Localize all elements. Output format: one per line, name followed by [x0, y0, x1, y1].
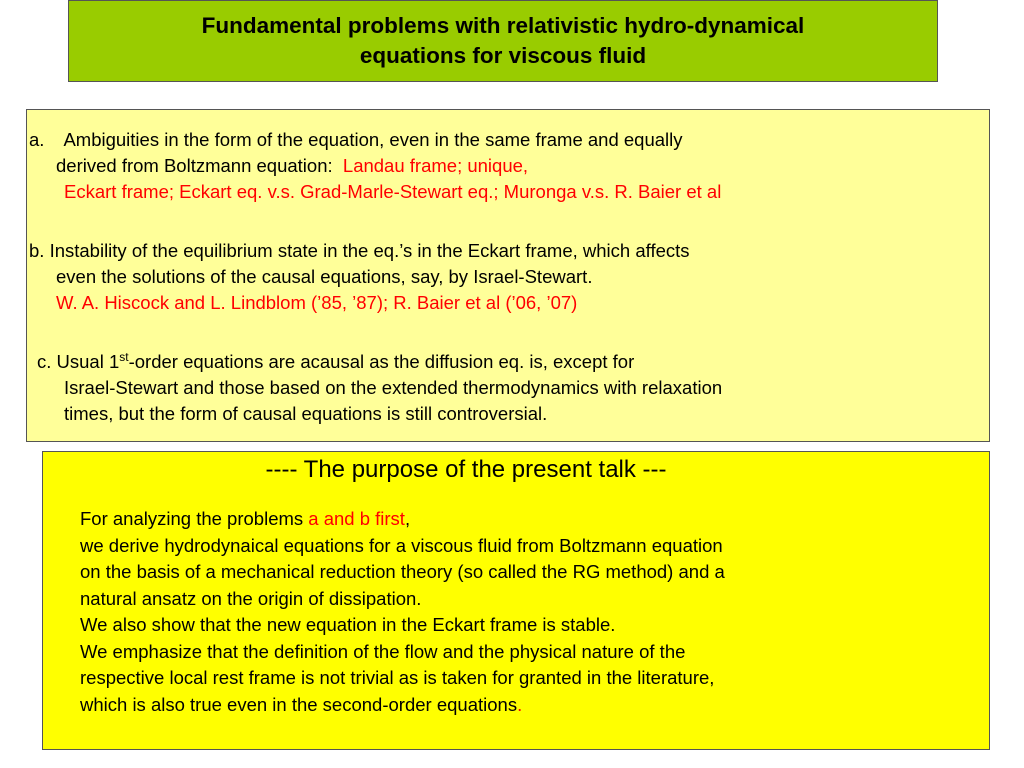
issues-box [26, 109, 990, 442]
issue-c [27, 349, 989, 427]
purpose-line-7: respective local rest frame is not trivial as is taken for granted in the literature, [80, 667, 715, 688]
title-box [68, 0, 938, 82]
purpose-line-4: natural ansatz on the origin of dissipation. [80, 587, 422, 609]
purpose-line-6: We emphasize that the definition of the flow and the physical nature of the [80, 640, 686, 662]
issue-c-line-1-post: -order equations are acausal as the diffusion eq. is, except for [128, 351, 635, 372]
purpose-heading: ---- The purpose of the present talk --- [265, 456, 667, 483]
purpose-line-2: we derive hydrodynaical equations for a viscous fluid from Boltzmann equation [80, 534, 723, 556]
issue-a-line-2: derived from Boltzmann equation: [56, 155, 333, 176]
purpose-line-1-pre: For analyzing the problems [80, 508, 309, 529]
issue-c-superscript: st [119, 349, 129, 364]
issue-b-line-1: b. Instability of the equilibrium state in the eq.’s in the Eckart frame, which affects [29, 240, 690, 261]
issue-b-line-2: even the solutions of the causal equations, say, by Israel-Stewart. [56, 266, 593, 287]
issue-b [27, 238, 989, 316]
purpose-line-3: on the basis of a mechanical reduction theory (so called the RG method) and a [80, 561, 725, 582]
purpose-line-5: We also show that the new equation in the Eckart frame is stable. [80, 614, 616, 635]
purpose-box [42, 451, 990, 750]
slide-title-line-2: equations for viscous fluid [359, 43, 647, 68]
issue-a-eckart-frame: Eckart frame; Eckart eq. v.s. Grad-Marle-Stewart eq.; Muronga v.s. R. Baier et al [64, 181, 722, 202]
issue-a-marker: a. [29, 129, 45, 150]
purpose-final-period: . [517, 693, 523, 715]
issue-a-landau-frame: Landau frame; unique, [342, 155, 529, 176]
purpose-highlight-a-and-b: a and b first [308, 508, 405, 529]
issue-a [27, 127, 989, 205]
issue-a-line-1: Ambiguities in the form of the equation, even in the same frame and equally [63, 129, 683, 150]
issue-b-references: W. A. Hiscock and L. Lindblom (’85, ’87); R. Baier et al (’06, ’07) [56, 292, 578, 313]
issue-c-line-3: times, but the form of causal equations is still controversial. [64, 403, 548, 424]
purpose-line-8: which is also true even in the second-order equations [80, 693, 518, 715]
issue-c-line-2: Israel-Stewart and those based on the extended thermodynamics with relaxation [64, 377, 723, 398]
slide-title-line-1: Fundamental problems with relativistic hydro-dynamical [201, 13, 805, 38]
purpose-line-1-post: , [404, 508, 411, 529]
purpose-body [80, 506, 979, 718]
issue-c-line-1-pre: c. Usual 1 [37, 351, 120, 372]
